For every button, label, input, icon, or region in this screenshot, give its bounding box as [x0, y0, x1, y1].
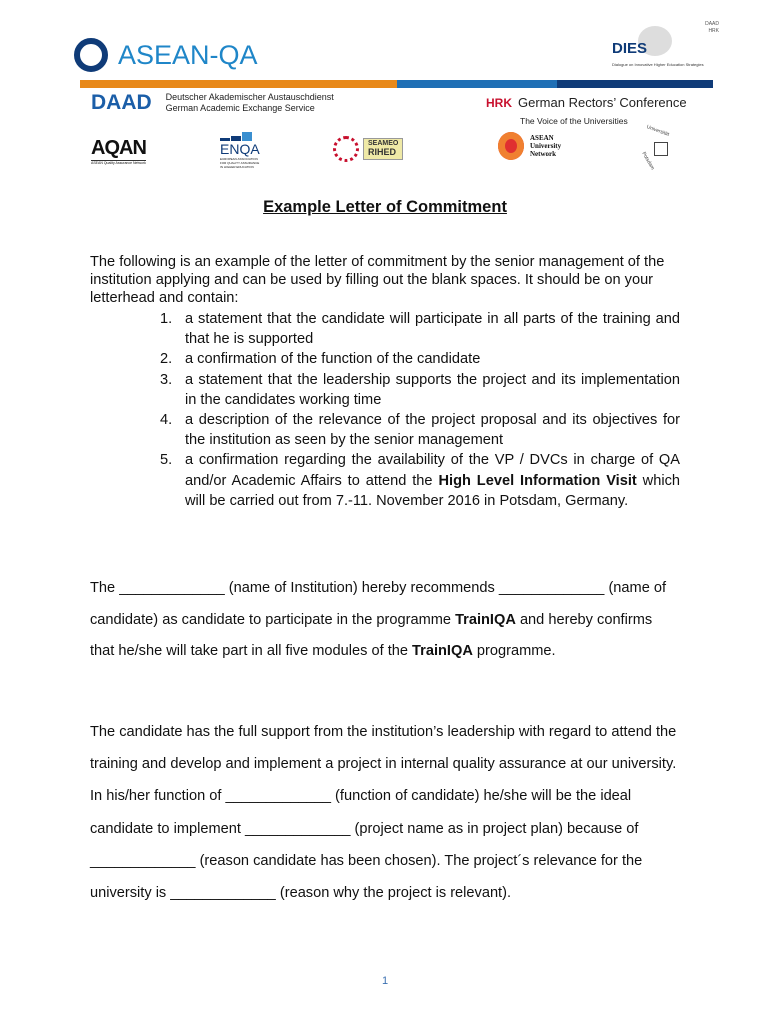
recommendation-paragraph: The _____________ (name of Institution) hereby recommends _____________ (name of candidate) as candidate to participate in the programme TrainIQA and hereby confirms that he/she will take part in all five modules of the TrainIQA programme.: [90, 580, 667, 659]
enqa-logo: ENQA EUROPEAN ASSOCIATION FOR QUALITY ASSURANCE IN HIGHER EDUCATION: [220, 132, 260, 169]
daad-logo: DAAD Deutscher Akademischer Austauschdienst German Academic Exchange Service: [91, 91, 334, 114]
potsdam-logo: Universität Potsdam: [640, 124, 670, 172]
gear-emblem-icon: [333, 136, 359, 162]
building-icon: [654, 142, 668, 156]
aun-emblem-icon: [498, 132, 524, 160]
dies-logo: DAAD HRK DIES Dialogue on Innovative Higher Education Strategies: [612, 21, 719, 67]
list-item: 2. a confirmation of the function of the candidate: [160, 351, 481, 368]
intro-paragraph: The following is an example of the letter of commitment by the senior management of the institution applying and can be used by filling out the blank spaces. It should be on your letterhead and contain:: [90, 254, 665, 307]
page-title: Example Letter of Commitment: [263, 198, 507, 216]
list-item: 1. a statement that the candidate will participate in all parts of the training and that he is supported: [160, 311, 680, 348]
list-item: 3. a statement that the leadership supports the project and its implementation in the candidates working time: [160, 371, 680, 408]
asean-qa-q-icon: [74, 38, 108, 72]
seameo-rihed-logo: SEAMEO RIHED: [333, 136, 403, 162]
list-item: 5. a confirmation regarding the availability of the VP / DVCs in charge of QA and/or Academic Affairs to attend the High Level Information Visit which will be carried out from 7.-11. November 2016 in Potsdam, Germany.: [160, 452, 680, 509]
hrk-logo: HRK German Rectors’ Conference The Voice of the Universities: [486, 95, 687, 126]
aun-logo: ASEAN University Network: [498, 132, 561, 160]
requirements-list: [130, 309, 680, 511]
aqan-logo: AQAN ASEAN Quality Assurance Network: [91, 137, 146, 165]
support-paragraph: The candidate has the full support from the institution’s leadership with regard to attend the training and develop and implement a project in internal quality assurance at our university. In his/her function of _____________ (function of candidate) he/she will be the ideal candidate to implement _____________ (project name as in project plan) because of _____________ (reason candidate has been chosen). The project´s relevance for the university is _____________ (reason why the project is relevant).: [90, 724, 677, 902]
header-stripe: [80, 80, 713, 88]
list-item: 4. a description of the relevance of the project proposal and its objectives for the institution as seen by the senior management: [160, 412, 680, 449]
asean-qa-logo: ASEAN-QA: [74, 38, 258, 72]
page-number: 1: [381, 975, 389, 987]
